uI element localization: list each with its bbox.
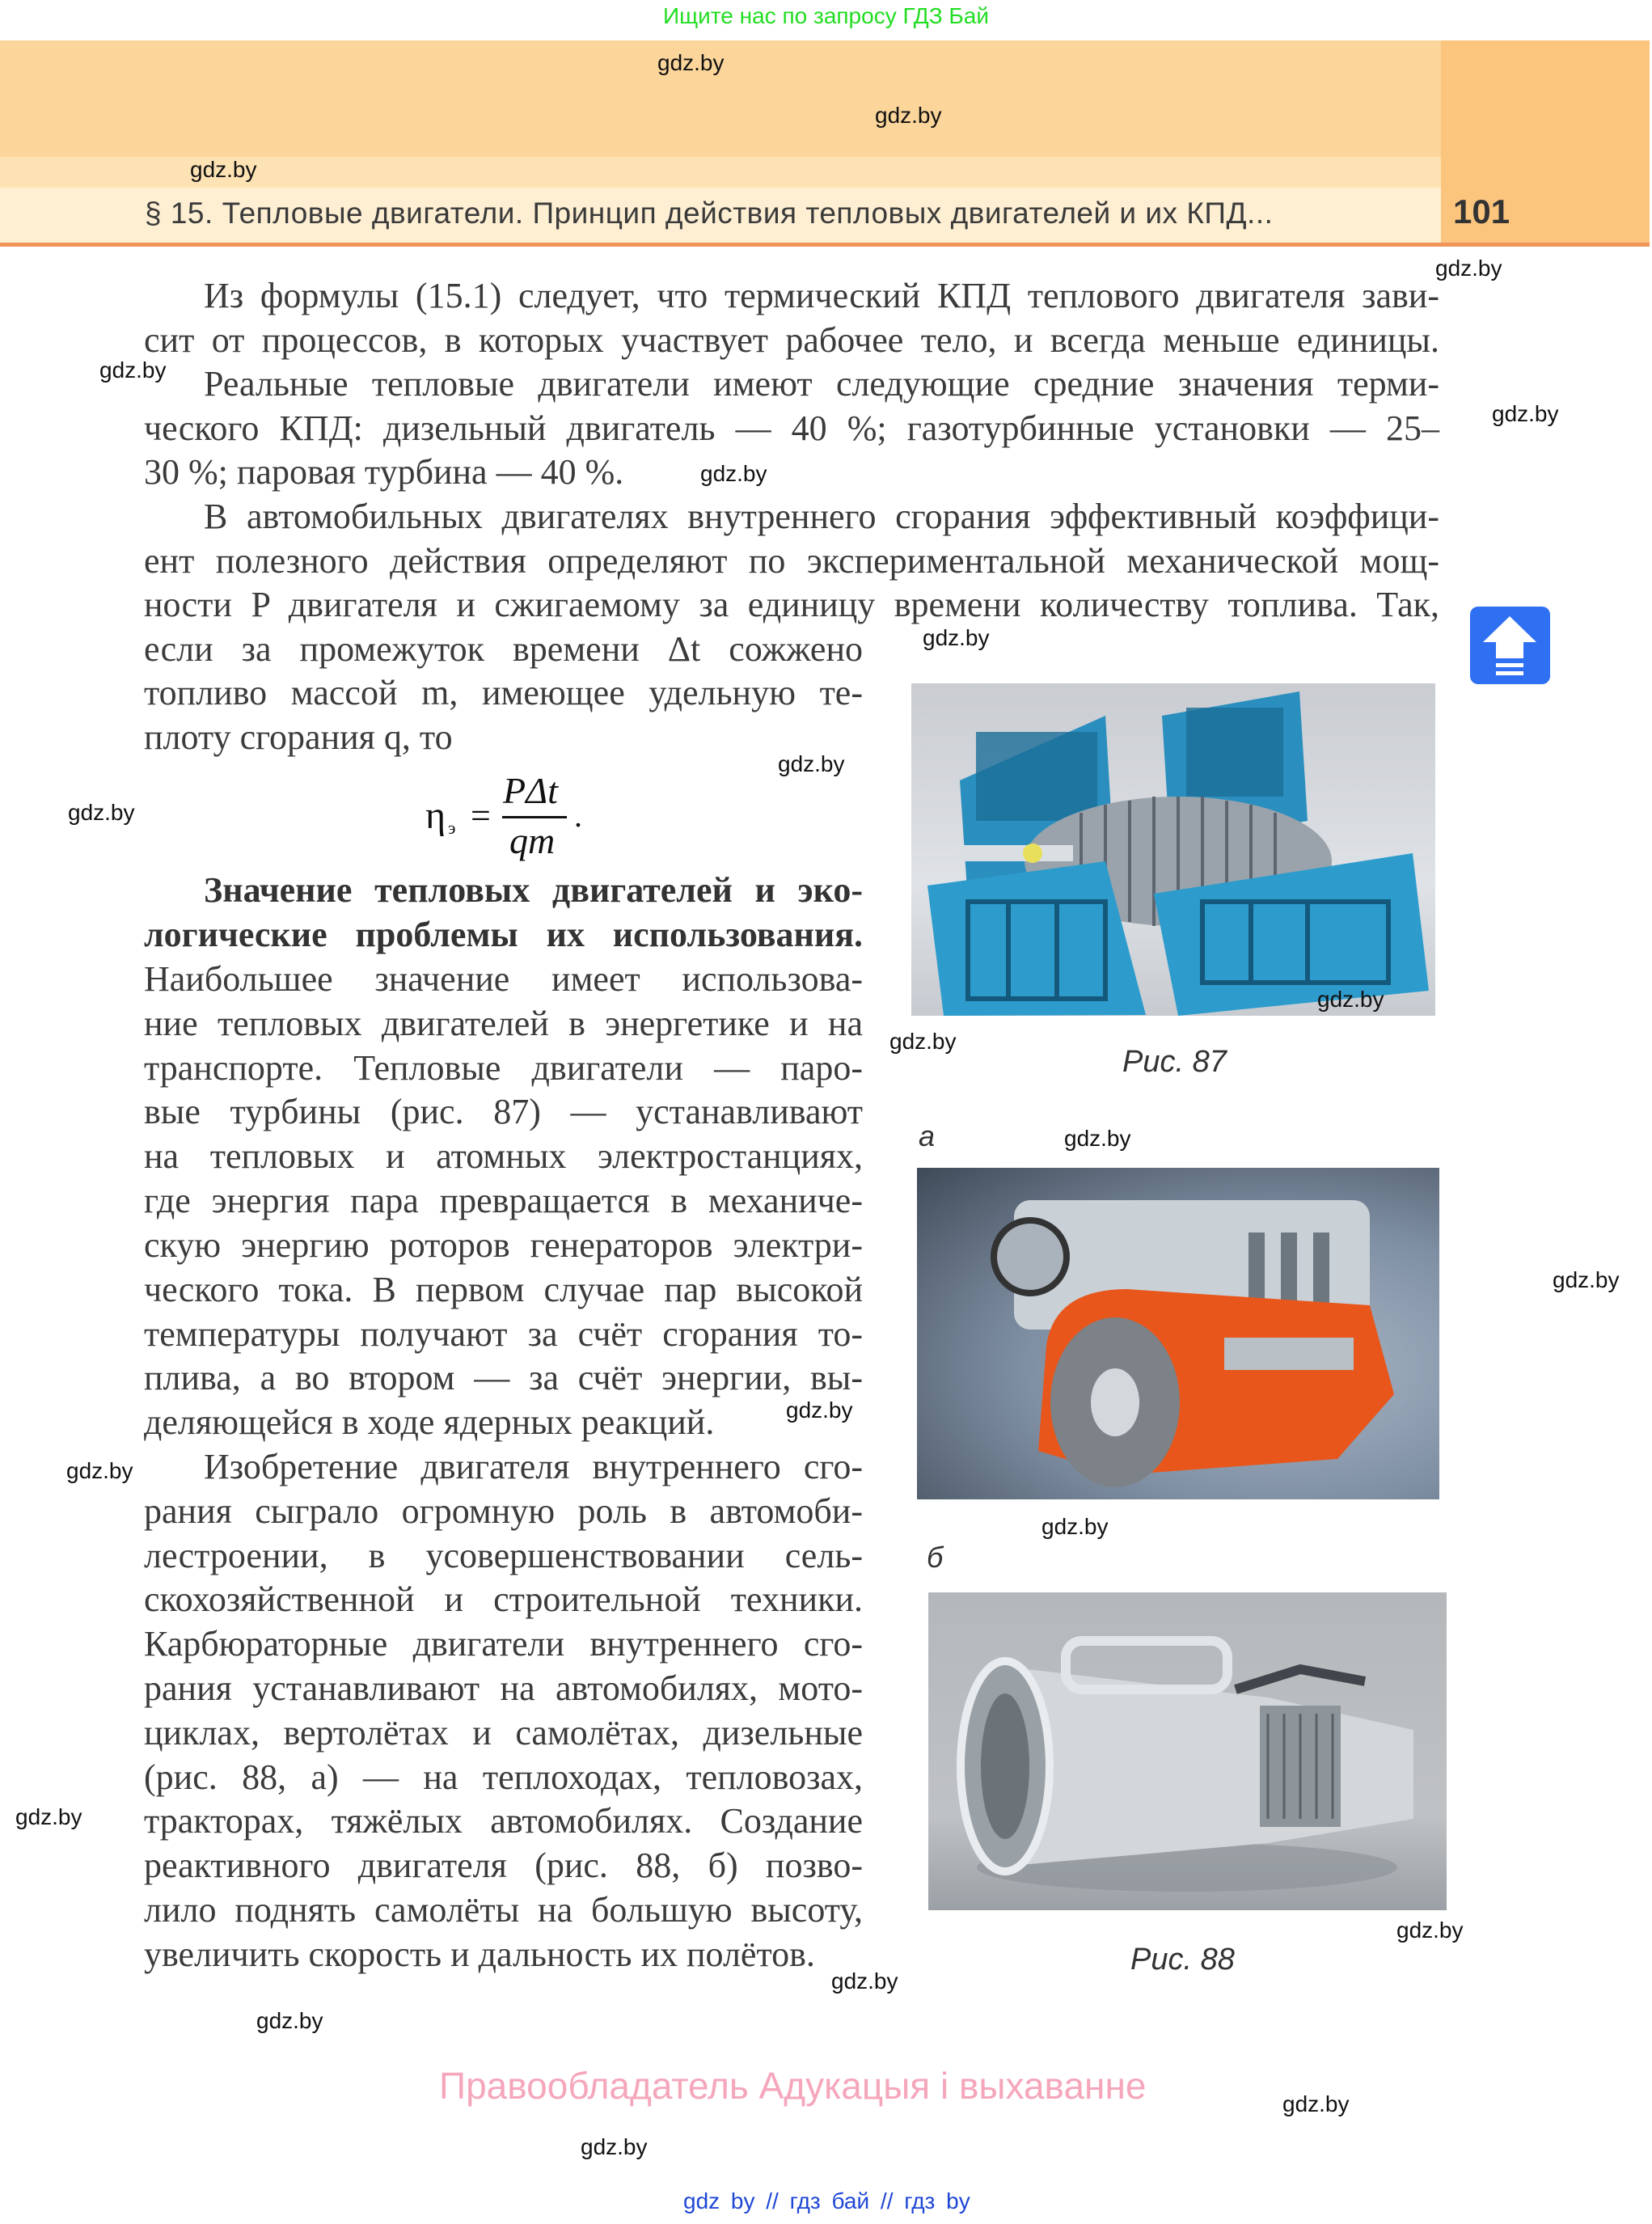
- watermark: gdz.by: [1396, 1917, 1464, 1943]
- figure-88a-diesel-engine-image: [917, 1168, 1439, 1499]
- watermark: gdz.by: [1317, 987, 1384, 1012]
- text-line: В автомобильных двигателях внутреннего сгорания эффективный коэффици-: [204, 497, 1439, 536]
- text-line: плоту сгорания q, то: [144, 717, 453, 757]
- fraction-bar: [502, 816, 567, 818]
- watermark: gdz.by: [700, 461, 767, 486]
- text-line: (рис. 88, а) — на теплоходах, тепловозах,: [144, 1757, 863, 1797]
- text-line: Реальные тепловые двигатели имеют следующие средние значения терми-: [204, 364, 1439, 404]
- text-line: лило поднять самолёты на большую высоту,: [144, 1890, 863, 1930]
- text-line: лестроении, в усовершенствовании сель-: [144, 1536, 863, 1575]
- section-title: § 15. Тепловые двигатели. Принцип действия тепловых двигателей и их КПД...: [145, 197, 1274, 230]
- text-line: ент полезного действия определяют по экспериментальной механической мощ-: [144, 541, 1439, 581]
- diesel-engine-illustration: [917, 1168, 1439, 1499]
- page-number: 101: [1453, 192, 1510, 230]
- watermark: gdz.by: [875, 103, 942, 128]
- formula-eta: η: [425, 794, 446, 837]
- watermark: gdz.by: [256, 2008, 323, 2033]
- text-line: топливо массой m, имеющее удельную те-: [144, 673, 863, 712]
- text-line: реактивного двигателя (рис. 88, б) позво-: [144, 1846, 863, 1885]
- watermark: gdz.by: [68, 800, 135, 825]
- watermark: gdz.by: [831, 1968, 898, 1994]
- subsection-heading: Значение тепловых двигателей и эко-: [204, 870, 863, 910]
- formula-numerator: PΔt: [503, 770, 558, 811]
- text-line: где энергия пара превращается в механиче-: [144, 1181, 863, 1220]
- watermark: gdz.by: [581, 2134, 648, 2159]
- text-line: ние тепловых двигателей в энергетике и на: [144, 1004, 863, 1043]
- header-rule: [0, 243, 1650, 247]
- text-line: увеличить скорость и дальность их полётов.: [144, 1934, 815, 1974]
- text-line: скую энергию роторов генераторов электри-: [144, 1225, 863, 1265]
- text-line: если за промежуток времени Δt сожжено: [144, 629, 863, 669]
- subsection-heading: логические проблемы их использования.: [144, 915, 863, 954]
- figure-88-label-a: а: [919, 1119, 936, 1152]
- watermark: gdz.by: [99, 357, 167, 383]
- text-line: вые турбины (рис. 87) — устанавливают: [144, 1092, 863, 1131]
- text-line: плива, а во втором — за счёт энергии, вы-: [144, 1358, 863, 1397]
- figure-87-steam-turbine-image: [911, 683, 1435, 1016]
- efficiency-formula: [420, 772, 590, 861]
- watermark: gdz.by: [1282, 2091, 1350, 2116]
- text-line: циклах, вертолётах и самолётах, дизельные: [144, 1713, 863, 1753]
- formula-subscript: э: [448, 818, 456, 838]
- figure-88b-jet-engine-image: [928, 1592, 1447, 1910]
- search-banner: Ищите нас по запросу ГДЗ Бай: [662, 3, 990, 28]
- text-line: Из формулы (15.1) следует, что термический КПД теплового двигателя зави-: [204, 276, 1439, 315]
- watermark: gdz.by: [190, 157, 257, 182]
- figure-87-caption: Рис. 87: [1122, 1045, 1227, 1079]
- text-line: температуры получают за счёт сгорания то-: [144, 1314, 863, 1354]
- text-line: транспорте. Тепловые двигатели — паро-: [144, 1048, 863, 1088]
- text-line: Карбюраторные двигатели внутреннего сго-: [144, 1624, 863, 1664]
- scroll-top-button[interactable]: [1470, 607, 1550, 684]
- figure-88-label-b: б: [927, 1541, 944, 1574]
- turbine-illustration: [911, 683, 1435, 1016]
- watermark: gdz.by: [1553, 1267, 1620, 1292]
- text-line: ческого КПД: дизельный двигатель — 40 %; газотурбинные установки — 25–: [144, 408, 1439, 448]
- footer-links[interactable]: gdz by // гдз бай // гдз by: [683, 2188, 970, 2213]
- watermark: gdz.by: [1064, 1126, 1131, 1151]
- watermark: gdz.by: [66, 1458, 133, 1483]
- watermark: gdz.by: [1492, 401, 1559, 426]
- text-line: Наибольшее значение имеет использова-: [144, 959, 863, 999]
- text-line: ности P двигателя и сжигаемому за единицу времени количеству топлива. Так,: [144, 585, 1439, 624]
- watermark: gdz.by: [889, 1029, 957, 1054]
- formula-equals: =: [471, 796, 491, 835]
- watermark: gdz.by: [1435, 256, 1502, 281]
- formula-period: .: [574, 797, 582, 834]
- watermark: gdz.by: [657, 50, 725, 75]
- watermark: gdz.by: [15, 1804, 82, 1829]
- text-line: 30 %; паровая турбина — 40 %.: [144, 452, 624, 492]
- upload-arrow-icon: [1470, 607, 1550, 684]
- text-line: тракторах, тяжёлых автомобилях. Создание: [144, 1801, 863, 1841]
- text-line: сит от процессов, в которых участвует рабочее тело, и всегда меньше единицы.: [144, 320, 1439, 360]
- text-line: ческого тока. В первом случае пар высокой: [144, 1270, 863, 1309]
- watermark: gdz.by: [786, 1397, 853, 1423]
- watermark: gdz.by: [923, 625, 990, 650]
- text-line: Изобретение двигателя внутреннего сго-: [204, 1447, 863, 1486]
- jet-engine-illustration: [928, 1592, 1447, 1910]
- text-line: рания сыграло огромную роль в автомоби-: [144, 1491, 863, 1531]
- text-line: рания устанавливают на автомобилях, мото-: [144, 1668, 863, 1708]
- text-line: деляющейся в ходе ядерных реакций.: [144, 1402, 715, 1442]
- figure-88-caption: Рис. 88: [1130, 1943, 1235, 1977]
- watermark: gdz.by: [778, 751, 845, 776]
- text-line: скохозяйственной и строительной техники.: [144, 1579, 863, 1619]
- text-line: на тепловых и атомных электростанциях,: [144, 1136, 863, 1176]
- formula-denominator: qm: [509, 820, 556, 861]
- copyright-notice: Правообладатель Адукацыя і выхаванне: [439, 2065, 1147, 2107]
- watermark: gdz.by: [1041, 1514, 1109, 1539]
